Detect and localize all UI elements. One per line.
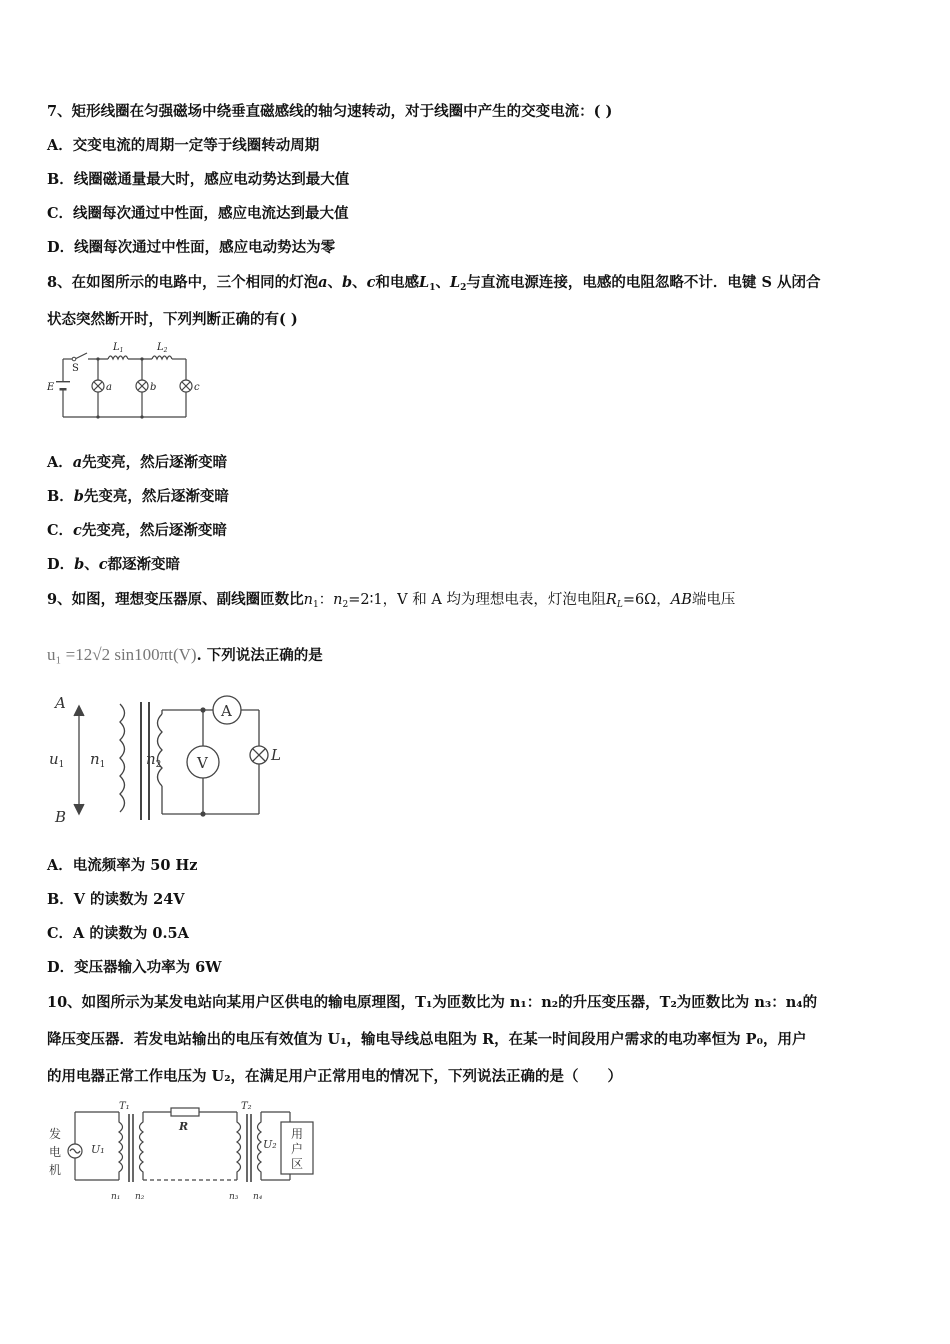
- q7-option-b[interactable]: B．线圈磁通量最大时，感应电动势达到最大值: [47, 171, 350, 188]
- q10-user-char-1: 用: [291, 1127, 304, 1141]
- q8-inductor-l2: [152, 356, 172, 359]
- q8-label-c: c: [194, 382, 200, 393]
- q10-transmission-figure: [45, 1100, 325, 1205]
- q9-label-n2: $n_2$: [146, 750, 162, 770]
- q10-gen-char-2: 电: [49, 1145, 62, 1159]
- q8-label-e: E: [47, 382, 55, 393]
- q10-gen-char-1: 发: [49, 1127, 62, 1141]
- q9-option-d[interactable]: D．变压器输入功率为 6W: [47, 959, 222, 976]
- q9-ammeter-label: A: [221, 702, 232, 720]
- q8-label-l1: $L_1$: [113, 342, 124, 354]
- q9-formula-expression: u₁ =12√2 sin100πt(V): [47, 645, 197, 664]
- q8-stem-line1: 8、在如图所示的电路中，三个相同的灯泡a、b、c和电感$L_1$、$L_2$与直流电源连接，电感的电阻忽略不计．电键 S 从闭合: [47, 274, 821, 293]
- q7-option-d[interactable]: D．线圈每次通过中性面，感应电动势达为零: [47, 239, 336, 256]
- q10-t1-secondary: [140, 1112, 144, 1180]
- q9-label-u1: $u_1$: [49, 750, 65, 770]
- q10-label-n1: n₁: [111, 1192, 121, 1202]
- q8-battery-short-plate: [60, 388, 67, 391]
- q9-option-c[interactable]: C．A 的读数为 0.5A: [47, 925, 189, 942]
- q9-secondary-coil: [158, 714, 163, 786]
- q9-transformer-figure: [45, 692, 295, 828]
- q8-label-b: b: [150, 382, 157, 393]
- q7-option-a[interactable]: A．交变电流的周期一定等于线圈转动周期: [47, 137, 320, 154]
- q10-user-char-2: 户: [291, 1142, 304, 1156]
- q10-label-t1: T₁: [119, 1101, 130, 1112]
- q10-user-char-3: 区: [291, 1157, 304, 1171]
- q8-inductor-l1: [108, 356, 128, 359]
- q10-label-r: R: [179, 1120, 189, 1133]
- q10-t2-secondary: [258, 1112, 262, 1180]
- q9-formula: [47, 644, 323, 665]
- q8-option-d[interactable]: D．b、c都逐渐变暗: [47, 556, 181, 573]
- q10-stem-line1: 10、如图所示为某发电站向某用户区供电的输电原理图，T₁为匝数比为 n₁：n₂的升压变压器，T₂为匝数比为 n₃：n₄的: [47, 994, 818, 1011]
- q8-switch-pivot: [72, 357, 76, 361]
- q8-option-b[interactable]: B．b先变亮，然后逐渐变暗: [47, 488, 229, 505]
- q9-label-n1: $n_1$: [90, 750, 106, 770]
- q8-battery-long-plate: [56, 381, 70, 382]
- q10-resistor-r: [171, 1108, 199, 1116]
- q8-switch-blade: [75, 353, 87, 359]
- q10-t1-primary: [119, 1112, 123, 1180]
- q8-stem-line2: 状态突然断开时，下列判断正确的有( ): [47, 311, 298, 328]
- q9-option-a[interactable]: A．电流频率为 50 Hz: [47, 857, 198, 874]
- q10-label-n2: n₂: [135, 1192, 145, 1202]
- q10-stem-line3: 的用电器正常工作电压为 U₂，在满足用户正常用电的情况下，下列说法正确的是（ ）: [47, 1068, 623, 1085]
- q8-option-a[interactable]: A．a先变亮，然后逐渐变暗: [47, 454, 228, 471]
- q10-label-u1: U₁: [91, 1143, 105, 1156]
- q9-primary-coil: [120, 704, 125, 812]
- q8-option-c[interactable]: C．c先变亮，然后逐渐变暗: [47, 522, 227, 539]
- q9-label-b: B: [55, 808, 67, 826]
- q9-voltmeter-label: V: [197, 754, 208, 772]
- q10-stem-line2: 降压变压器．若发电站输出的电压有效值为 U₁，输电导线总电阻为 R，在某一时间段用户需求的电功率恒为 P₀，用户: [47, 1031, 807, 1048]
- q9-label-a: A: [55, 694, 66, 712]
- q9-formula-tail: . 下列说法正确的是: [196, 647, 323, 664]
- q10-label-t2: T₂: [241, 1101, 252, 1112]
- q9-label-l: L: [271, 746, 281, 764]
- q8-circuit-figure: [45, 340, 210, 422]
- q9-stem: 9、如图，理想变压器原、副线圈匝数比$n_1$：$n_2=2∶1$，V 和 A 均为理想电表，灯泡电阻$R_L=6\Omega$，AB端电压: [47, 591, 736, 610]
- q10-label-n4: n₄: [253, 1192, 263, 1202]
- q8-label-s: S: [72, 363, 79, 374]
- q10-label-u2: U₂: [263, 1138, 277, 1151]
- q7-stem: 7、矩形线圈在匀强磁场中绕垂直磁感线的轴匀速转动，对于线圈中产生的交变电流：( ): [47, 103, 613, 120]
- q9-option-b[interactable]: B．V 的读数为 24V: [47, 891, 185, 908]
- q10-label-n3: n₃: [229, 1192, 239, 1202]
- q8-label-a: a: [106, 382, 112, 393]
- q8-label-l2: $L_2$: [157, 342, 168, 354]
- q10-gen-char-3: 机: [49, 1163, 62, 1177]
- q10-t2-primary: [237, 1112, 241, 1180]
- q7-option-c[interactable]: C．线圈每次通过中性面，感应电流达到最大值: [47, 205, 349, 222]
